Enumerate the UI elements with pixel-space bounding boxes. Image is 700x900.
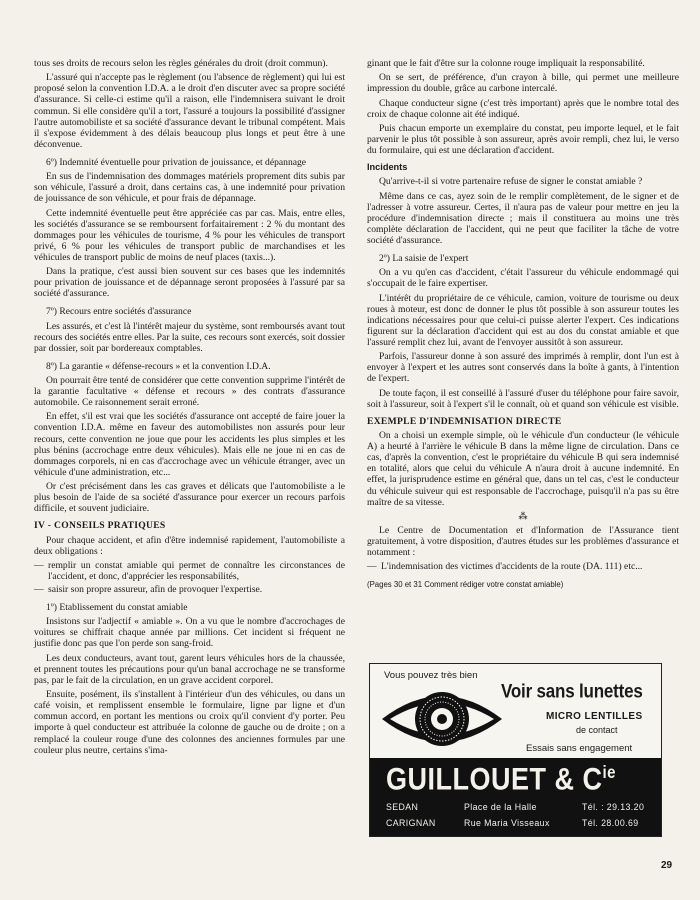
page-reference-caption: (Pages 30 et 31 Comment rédiger votre constat amiable) xyxy=(367,579,564,589)
paragraph: Qu'arrive-t-il si votre partenaire refuse de signer le constat amiable ? xyxy=(379,176,643,188)
paragraph: Puis chacun emporte un exemplaire du constat, peu importe lequel, et le fait parvenir le plus tôt possible à son assureur, après avoir rempli, chez lui, le verso du formulaire, qui est une déclaration d'accident. xyxy=(367,123,679,157)
list-item: — saisir son propre assureur, afin de provoquer l'expertise. xyxy=(34,584,345,595)
paragraph: ginant que le fait d'être sur la colonne rouge impliquait la responsabilité. xyxy=(367,58,645,69)
brand-name: GUILLOUET & $C^{ie}$ xyxy=(386,762,617,797)
chapter-heading: EXEMPLE D'INDEMNISATION DIRECTE xyxy=(367,415,562,427)
ad-product: MICRO LENTILLES xyxy=(546,711,643,722)
paragraph: On se sert, de préférence, d'un crayon à bille, qui permet une meilleure impression du double, grâce au carbone intercalé. xyxy=(367,72,679,95)
advertisement xyxy=(369,663,662,837)
ad-brand-band xyxy=(370,758,661,836)
location-address: Rue Maria Visseaux xyxy=(464,818,550,828)
paragraph: Pour chaque accident, et afin d'être indemnisé rapidement, l'automobiliste a deux obligations : xyxy=(34,534,345,557)
page-number: 29 xyxy=(661,860,673,871)
paragraph: Insistons sur l'adjectif « amiable ». On a vu que le nombre d'accrochages de voitures se chiffrait chaque année par millions. Cet incident si fréquent ne justifie donc pas que l'on perde son sang-froid. xyxy=(34,616,345,650)
paragraph: On a choisi un exemple simple, où le véhicule d'un conducteur (le véhicule A) a heurté à l'arrière le véhicule B dans la même ligne de circulation. Dans ce cas, d'après la convention, c'est le propriétaire du véhicule B qui sera indemnisé en totalité, alors que celui du véhicule A n'aura droit à aucune indemnité. En effet, la jurisprudence estime en général que, dans un tel cas, c'est le conducteur du véhicule suiveur qui est responsable de l'accrochage, puisqu'il n'a pas su être maître de sa vitesse. xyxy=(367,430,679,508)
paragraph: En sus de l'indemnisation des dommages matériels proprement dits subis par son véhicule, l'assuré a droit, dans certains cas, à une indemnité pour privation de jouissance de son véhicule, et pour frais de dépannage. xyxy=(34,171,345,205)
paragraph: Même dans ce cas, ayez soin de le remplir complètement, de le signer et de l'adresser à votre assureur. Certes, il n'aura pas de valeur pour mettre en jeu la procédure d'indemnisation directe ; mais il constituera au moins une très complète déclaration de l'accident, qui ne peut que faciliter la tâche de votre société d'assurance. xyxy=(367,190,679,247)
paragraph: L'intérêt du propriétaire de ce véhicule, camion, voiture de tourisme ou deux roues à moteur, est donc de donner le plus tôt possible à son assureur toutes les indications nécessaires pour que celui-ci puisse alerter l'expert. Ces indications figurent sur la déclaration d'accident qui est au dos du constat amiable et que l'assuré remplit chez lui, avant de l'envoyer aussitôt à son assureur. xyxy=(367,292,679,348)
paragraph: Ensuite, posément, ils s'installent à l'intérieur d'un des véhicules, ou dans un café voisin, et remplissent ensemble le formulaire, ligne par ligne et d'un commun accord, en portant les mentions ou croix qu'il convient d'y porter. Peu importe à quel conducteur est attribuée la colonne de gauche ou de droite ; on a remplacé la couleur rouge d'une des colonnes des anciennes formules par une couleur plus neutre, certains s'ima- xyxy=(34,689,345,756)
paragraph: De toute façon, il est conseillé à l'assuré d'user du téléphone pour faire savoir, soit à l'assureur, soit à l'expert s'il le connaît, où et quand son véhicule est visible. xyxy=(367,387,679,410)
paragraph: Dans la pratique, c'est aussi bien souvent sur ces bases que les indemnités pour privation de jouissance et de dépannage seront proposées à l'assuré par sa société d'assurance. xyxy=(34,266,345,300)
section-heading: 1º) Etablissement du constat amiable xyxy=(46,602,188,614)
paragraph: tous ses droits de recours selon les règles générales du droit (droit commun). xyxy=(34,58,328,69)
paragraph: Le Centre de Documentation et d'Information de l'Assurance tient gratuitement, à votre disposition, d'autres études sur les problèmes d'assurance et notamment : xyxy=(367,524,679,559)
paragraph: Cette indemnité éventuelle peut être appréciée cas par cas. Mais, entre elles, les sociétés d'assurance se se remboursent forfaitairement : 2 % du montant des dommages pour les véhicules de tourisme, 4 % pour les véhicules de transport privé, 6 % pour les véhicules de transport public de marchandises et les véhicules de transport public de moins de neuf places (taxis...). xyxy=(34,207,345,263)
studies-list xyxy=(367,561,679,572)
list-item: — remplir un constat amiable qui permet de connaître les circonstances de l'accident, et donc, d'apprécier les responsabilités, xyxy=(34,560,345,582)
section-heading: 8º) La garantie « défense-recours » et la convention I.D.A. xyxy=(46,360,271,372)
paragraph: On a vu qu'en cas d'accident, c'était l'assureur du véhicule endommagé qui s'occupait de le faire expertiser. xyxy=(367,267,679,290)
ad-offer: Essais sans engagement xyxy=(526,743,633,754)
chapter-heading: IV - CONSEILS PRATIQUES xyxy=(34,520,166,532)
location-city: CARIGNAN xyxy=(386,818,436,828)
location-phone: Tél. 28.00.69 xyxy=(582,818,639,828)
obligations-list xyxy=(34,560,345,595)
section-heading: 7º) Recours entre sociétés d'assurance xyxy=(46,306,192,318)
paragraph: En effet, s'il est vrai que les sociétés d'assurance ont accepté de faire jouer la convention I.D.A. même en faveur des automobilistes non assurés pour leur recours, cette convention ne joue que pour les accidents les plus simples et les plus bénins (accrochage entre deux véhicules). Mais elle ne joue ni en cas de dommages corporels, ni en cas d'accrochage avec un véhicule étranger, avec un véhicule d'une administration, etc... xyxy=(34,411,345,478)
incidents-heading: Incidents xyxy=(367,162,408,173)
paragraph: Les deux conducteurs, avant tout, garent leurs véhicules hors de la chaussée, et prennent toutes les précautions pour qu'un banal accrochage ne se transforme pas, par le fait de la circulation, en un grave accident corporel. xyxy=(34,652,345,686)
ad-product-sub: de contact xyxy=(576,725,618,735)
right-column xyxy=(367,58,679,594)
left-column xyxy=(34,58,345,759)
paragraph: Parfois, l'assureur donne à son assuré des imprimés à remplir, dont l'un est à envoyer à l'expert et les autres sont conservés dans la boîte à gants, à l'intention de l'expert. xyxy=(367,351,679,385)
location-phone: Tél. : 29.13.20 xyxy=(582,802,645,812)
paragraph: L'assuré qui n'accepte pas le règlement (ou l'absence de règlement) qui lui est proposé selon la convention I.D.A. a le droit d'en discuter avec sa propre société d'assurance. Si celle-ci estime qu'il a raison, elle l'indemnisera suivant le droit commun. Si elle considère qu'il a tort, l'assuré a toujours la possibilité d'assigner l'autre automobiliste et sa société d'assurance devant le tribunal compétent. Mais il s'expose évidemment à des délais beaucoup plus longs et peut être à une déconvenue. xyxy=(34,72,345,150)
list-item: — L'indemnisation des victimes d'accidents de la route (DA. 111) etc... xyxy=(367,561,679,572)
ad-headline: Voir sans lunettes xyxy=(501,680,643,702)
ad-tagline: Vous pouvez très bien xyxy=(384,670,478,681)
section-heading: 6º) Indemnité éventuelle pour privation de jouissance, et dépannage xyxy=(46,156,307,168)
separator-stars: ⁂ xyxy=(518,510,528,521)
paragraph: On pourrait être tenté de considérer que cette convention supprime l'intérêt de la garantie facultative « défense et recours » des contrats d'assurance automobile. Ce raisonnement serait erroné. xyxy=(34,374,345,409)
location-address: Place de la Halle xyxy=(464,802,537,812)
location-carignan xyxy=(386,818,639,828)
paragraph: Chaque conducteur signe (c'est très important) après que le nombre total des croix de chaque colonne ait été indiqué. xyxy=(367,97,679,120)
paragraph: Les assurés, et c'est là l'intérêt majeur du système, sont remboursés avant tout recours des sociétés entre elles. Par la suite, ces recours sont exercés, soit dossier par dossier, soit par bordereaux comptables. xyxy=(34,320,345,354)
eye-icon xyxy=(380,681,504,760)
location-city: SEDAN xyxy=(386,802,419,812)
location-sedan xyxy=(386,802,645,812)
paragraph: Or c'est précisément dans les cas graves et délicats que l'automobiliste a le plus besoin de l'aide de sa société d'assurance pour exercer un recours parfois difficile, et souvent judiciaire. xyxy=(34,481,345,515)
section-heading: 2º) La saisie de l'expert xyxy=(379,253,469,265)
